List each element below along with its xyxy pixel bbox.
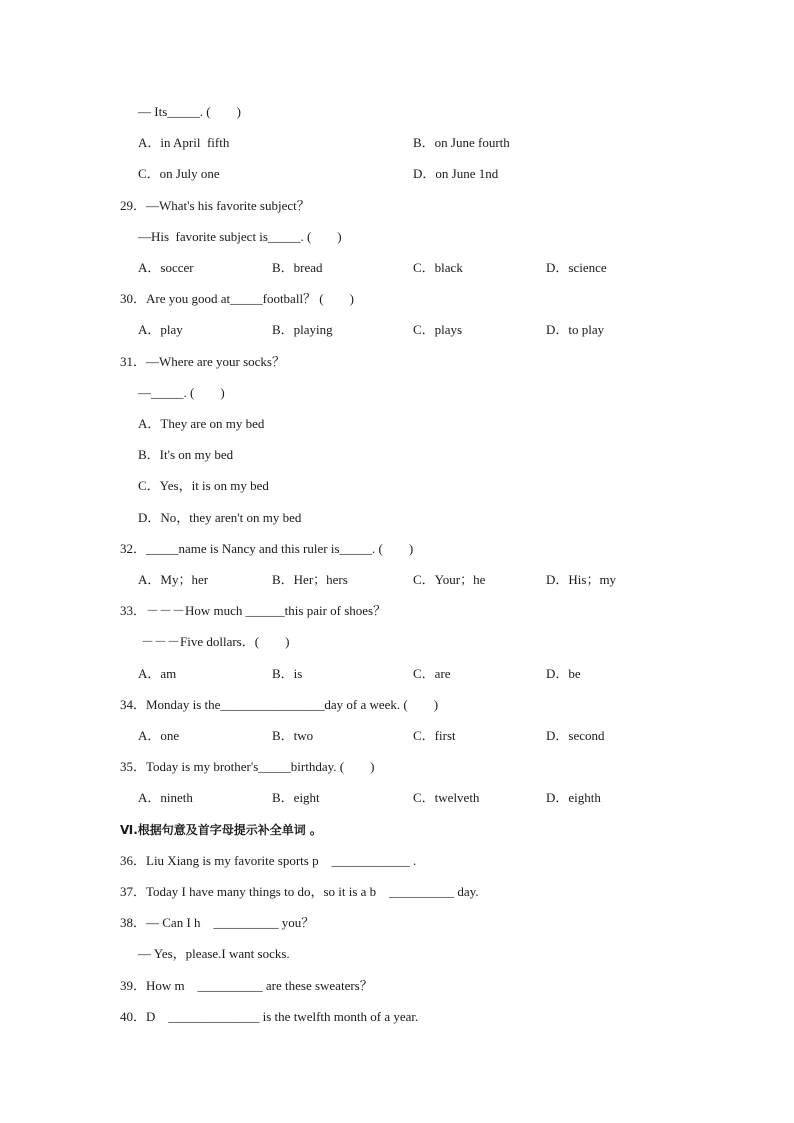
question-stem: 29．—What's his favorite subject？ — [120, 197, 310, 213]
answer-option: C．black — [413, 260, 463, 275]
answer-option: C．first — [413, 728, 456, 743]
answer-option: D．to play — [546, 322, 605, 338]
question-stem: — Its_____. ( ) — [138, 104, 241, 119]
answer-option: C．plays — [413, 322, 463, 338]
answer-option: B．on June fourth — [413, 135, 510, 151]
answer-option: A．nineth — [138, 790, 193, 806]
answer-option: A．They are on my bed — [138, 416, 265, 431]
fill-in-item: 39．How m __________ are these sweaters？ — [120, 977, 373, 993]
question-stem: 33．－－－How much ______this pair of shoes？ — [120, 603, 387, 619]
answer-option: B．eight — [272, 790, 320, 806]
answer-option: A．am — [138, 665, 177, 681]
answer-option: D．on June 1nd — [413, 166, 499, 182]
answer-option: B．two — [272, 728, 314, 743]
answer-option: D．No，they aren't on my bed — [138, 509, 302, 525]
answer-option: D．His；my — [546, 572, 617, 587]
question-stem: 30．Are you good at_____football？ ( ) — [120, 291, 354, 307]
question-stem: 34．Monday is the________________day of a week. ( ) — [120, 696, 439, 712]
question-stem: 32．_____name is Nancy and this ruler is_____. ( ) — [120, 540, 414, 556]
answer-option: D．be — [546, 665, 581, 681]
question-line: —_____. ( ) — [138, 384, 225, 400]
answer-option: C．Yes，it is on my bed — [138, 478, 269, 494]
answer-option: A．play — [138, 322, 183, 338]
fill-in-item: — Yes，please.I want socks. — [138, 946, 290, 962]
answer-option: B．playing — [272, 322, 333, 338]
answer-option: C．Your；he — [413, 572, 486, 587]
answer-option: D．science — [546, 260, 607, 275]
answer-option: A．My；her — [138, 572, 209, 587]
question-line: －－－Five dollars．( ) — [141, 634, 290, 650]
answer-option: B．Her；hers — [272, 572, 348, 587]
fill-in-item: 36．Liu Xiang is my favorite sports p ____________ . — [120, 852, 417, 868]
question-line: —His favorite subject is_____. ( ) — [138, 228, 342, 244]
question-stem: 31．—Where are your socks？ — [120, 353, 285, 369]
answer-option: A．in April fifth — [138, 135, 230, 151]
fill-in-item: 38．— Can I h __________ you？ — [120, 915, 315, 931]
answer-option: C．are — [413, 665, 451, 681]
answer-option: D．eighth — [546, 790, 601, 806]
answer-option: B．It's on my bed — [138, 447, 234, 463]
answer-option: B．bread — [272, 260, 323, 275]
answer-option: C．twelveth — [413, 790, 480, 806]
question-stem: 35．Today is my brother's_____birthday. ( ) — [120, 759, 375, 775]
answer-option: B．is — [272, 665, 303, 681]
answer-option: C．on July one — [138, 166, 220, 182]
answer-option: D．second — [546, 728, 605, 743]
answer-option: A．one — [138, 728, 180, 743]
answer-option: A．soccer — [138, 260, 194, 275]
section-heading: Ⅵ.根据句意及首字母提示补全单词 。 — [120, 822, 322, 837]
fill-in-item: 37．Today I have many things to do，so it is a b __________ day. — [120, 884, 479, 899]
fill-in-item: 40．D ______________ is the twelfth month of a year. — [120, 1008, 419, 1024]
